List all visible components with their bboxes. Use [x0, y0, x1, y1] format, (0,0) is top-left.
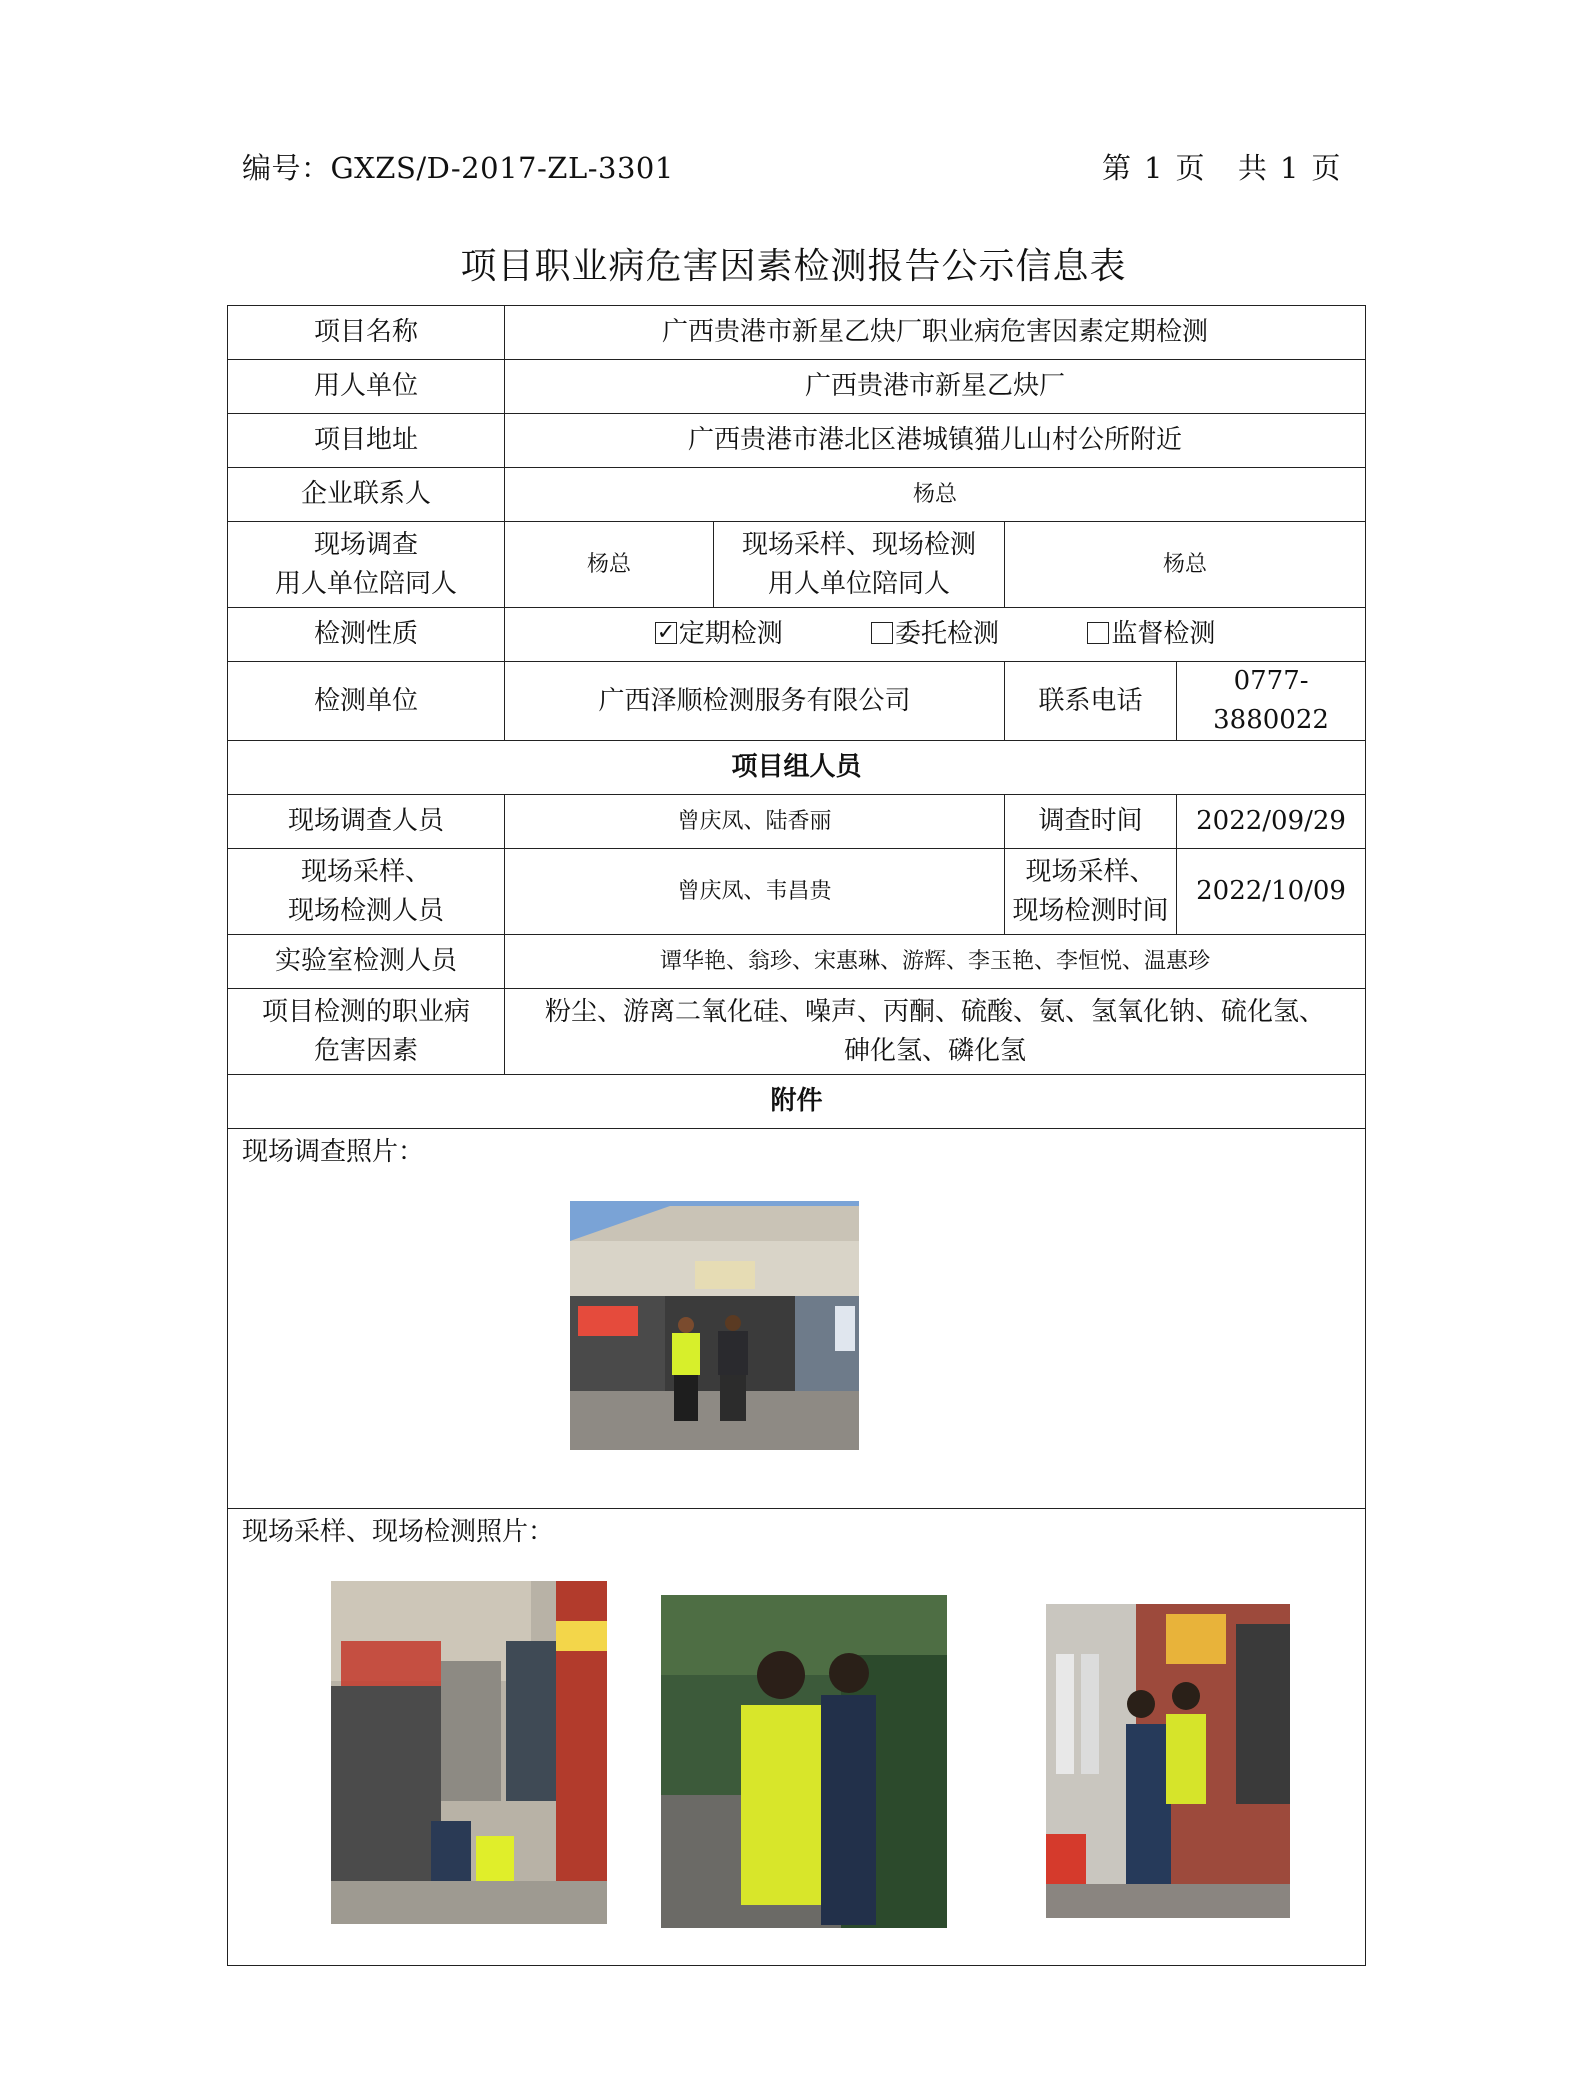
team-section-title: 项目组人员	[228, 741, 1366, 795]
checkbox-empty-icon[interactable]	[871, 622, 893, 644]
phone-value: 0777-3880022	[1177, 662, 1366, 741]
option-commissioned[interactable]: 委托检测	[871, 615, 999, 654]
employer-label: 用人单位	[228, 360, 505, 414]
agency-label: 检测单位	[228, 662, 505, 741]
survey-staff-value: 曾庆凤、陆香丽	[505, 795, 1005, 849]
checkbox-empty-icon[interactable]	[1087, 622, 1109, 644]
sampling-photos-label: 现场采样、现场检测照片：	[242, 1517, 555, 1547]
attachments-section-title: 附件	[228, 1075, 1366, 1129]
sampling-escort-value: 杨总	[1005, 522, 1366, 608]
sampling-photo-2	[661, 1595, 947, 1928]
page-title: 项目职业病危害因素检测报告公示信息表	[460, 246, 1127, 287]
row-sampling-staff	[228, 849, 1366, 935]
hazards-value: 粉尘、游离二氧化硅、噪声、丙酮、硫酸、氨、氢氧化钠、硫化氢、 砷化氢、磷化氢	[505, 989, 1366, 1075]
contact-label: 企业联系人	[228, 468, 505, 522]
project-name-value: 广西贵港市新星乙炔厂职业病危害因素定期检测	[505, 306, 1366, 360]
row-survey-photos	[228, 1129, 1366, 1509]
row-lab-staff	[228, 935, 1366, 989]
row-agency	[228, 662, 1366, 741]
sampling-escort-label: 现场采样、现场检测 用人单位陪同人	[714, 522, 1005, 608]
row-survey-staff	[228, 795, 1366, 849]
sampling-staff-label: 现场采样、 现场检测人员	[228, 849, 505, 935]
project-name-label: 项目名称	[228, 306, 505, 360]
employer-value: 广西贵港市新星乙炔厂	[505, 360, 1366, 414]
survey-photos-label: 现场调查照片：	[242, 1137, 425, 1167]
hazards-label: 项目检测的职业病 危害因素	[228, 989, 505, 1075]
sampling-photo-3	[1046, 1604, 1290, 1918]
phone-label: 联系电话	[1005, 662, 1177, 741]
survey-photo	[570, 1201, 859, 1450]
row-hazards	[228, 989, 1366, 1075]
page-indicator: 第 1 页 共 1 页	[1102, 151, 1342, 185]
sampling-time-label: 现场采样、 现场检测时间	[1005, 849, 1177, 935]
agency-value: 广西泽顺检测服务有限公司	[505, 662, 1005, 741]
lab-staff-label: 实验室检测人员	[228, 935, 505, 989]
row-nature	[228, 608, 1366, 662]
nature-label: 检测性质	[228, 608, 505, 662]
info-table	[227, 305, 1366, 1966]
lab-staff-value: 谭华艳、翁珍、宋惠琳、游辉、李玉艳、李恒悦、温惠珍	[505, 935, 1366, 989]
option-supervision[interactable]: 监督检测	[1087, 615, 1215, 654]
survey-escort-value: 杨总	[505, 522, 714, 608]
survey-escort-label: 现场调查 用人单位陪同人	[228, 522, 505, 608]
survey-time-label: 调查时间	[1005, 795, 1177, 849]
address-value: 广西贵港市港北区港城镇猫儿山村公所附近	[505, 414, 1366, 468]
row-address	[228, 414, 1366, 468]
row-employer	[228, 360, 1366, 414]
document-number: 编号：GXZS/D-2017-ZL-3301	[242, 151, 674, 185]
survey-time-value: 2022/09/29	[1177, 795, 1366, 849]
row-contact	[228, 468, 1366, 522]
row-sampling-photos	[228, 1509, 1366, 1966]
row-attachments-title	[228, 1075, 1366, 1129]
row-team-title	[228, 741, 1366, 795]
contact-value: 杨总	[505, 468, 1366, 522]
survey-staff-label: 现场调查人员	[228, 795, 505, 849]
address-label: 项目地址	[228, 414, 505, 468]
survey-photos-cell	[228, 1129, 1366, 1509]
option-periodic[interactable]: ✓ 定期检测	[655, 615, 783, 654]
nature-options	[505, 608, 1366, 662]
row-project-name	[228, 306, 1366, 360]
row-escort	[228, 522, 1366, 608]
sampling-photos-cell	[228, 1509, 1366, 1966]
checkbox-checked-icon[interactable]	[655, 622, 677, 644]
sampling-staff-value: 曾庆凤、韦昌贵	[505, 849, 1005, 935]
sampling-photo-1	[331, 1581, 607, 1924]
sampling-time-value: 2022/10/09	[1177, 849, 1366, 935]
